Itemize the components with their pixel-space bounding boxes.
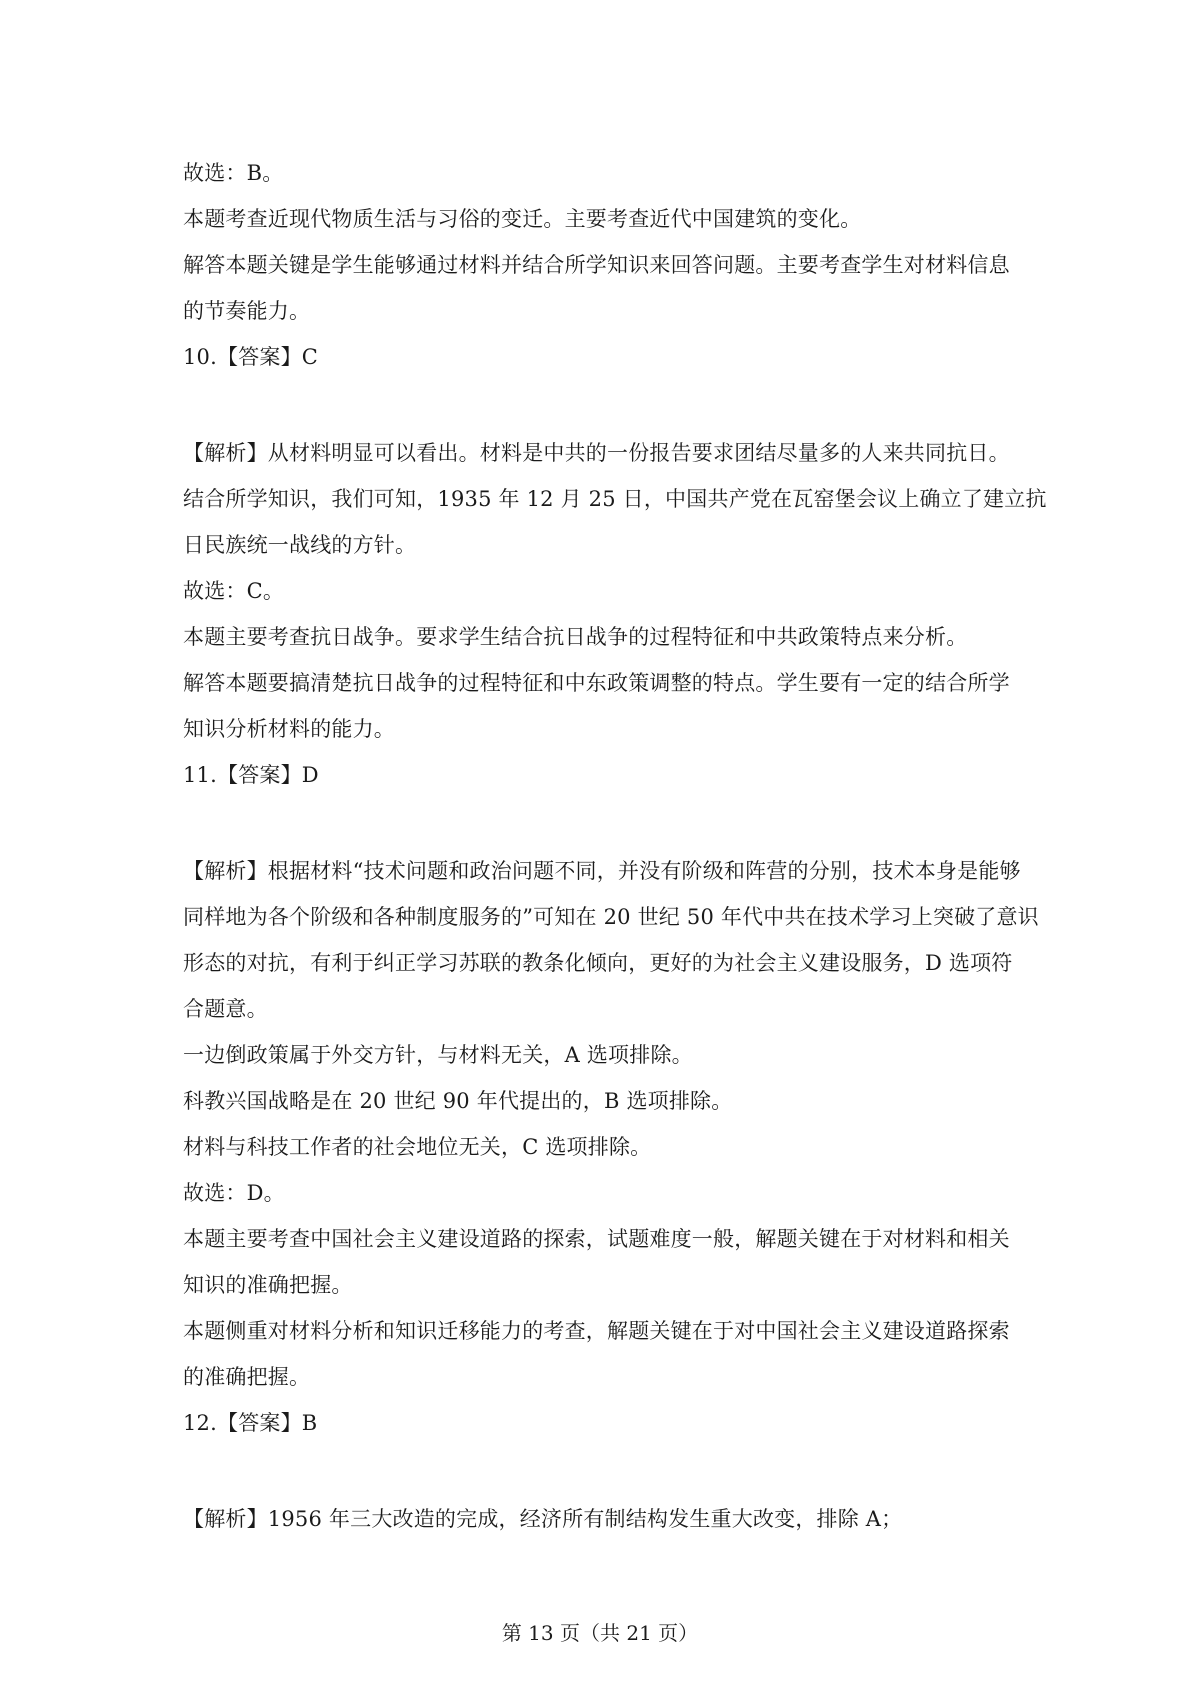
analysis-line: 【解析】从材料明显可以看出。材料是中共的一份报告要求团结尽量多的人来共同抗日。 <box>183 441 1010 465</box>
analysis-line: 一边倒政策属于外交方针，与材料无关，A 选项排除。 <box>183 1043 693 1067</box>
question-answer-heading: 11.【答案】D <box>183 763 319 787</box>
analysis-line: 【解析】根据材料“技术问题和政治问题不同，并没有阶级和阵营的分别，技术本身是能够 <box>183 859 1021 883</box>
question-answer-heading: 10.【答案】C <box>183 345 319 369</box>
analysis-line: 同样地为各个阶级和各种制度服务的”可知在 20 世纪 50 年代中共在技术学习上突破了意识 <box>183 905 1039 929</box>
analysis-line: 解答本题要搞清楚抗日战争的过程特征和中东政策调整的特点。学生要有一定的结合所学 <box>183 671 1010 695</box>
answer-choice-line: 故选：D。 <box>183 1181 285 1205</box>
analysis-line: 解答本题关键是学生能够通过材料并结合所学知识来回答问题。主要考查学生对材料信息 <box>183 253 1010 277</box>
analysis-line: 形态的对抗，有利于纠正学习苏联的教条化倾向，更好的为社会主义建设服务，D 选项符 <box>183 951 1013 975</box>
analysis-line: 本题主要考查中国社会主义建设道路的探索，试题难度一般，解题关键在于对材料和相关 <box>183 1227 1010 1251</box>
analysis-line: 日民族统一战线的方针。 <box>183 533 417 557</box>
analysis-line: 结合所学知识，我们可知，1935 年 12 月 25 日，中国共产党在瓦窑堡会议上确立了建立抗 <box>183 487 1047 511</box>
analysis-line: 材料与科技工作者的社会地位无关，C 选项排除。 <box>183 1135 652 1159</box>
analysis-line: 知识分析材料的能力。 <box>183 717 395 741</box>
answer-choice-line: 故选：B。 <box>183 161 284 185</box>
page-number: 第 13 页（共 21 页） <box>501 1621 699 1645</box>
analysis-line: 知识的准确把握。 <box>183 1273 353 1297</box>
answer-choice-line: 故选：C。 <box>183 579 285 603</box>
analysis-line: 本题侧重对材料分析和知识迁移能力的考查，解题关键在于对中国社会主义建设道路探索 <box>183 1319 1010 1343</box>
analysis-line: 科教兴国战略是在 20 世纪 90 年代提出的，B 选项排除。 <box>183 1089 733 1113</box>
analysis-line: 本题考查近现代物质生活与习俗的变迁。主要考查近代中国建筑的变化。 <box>183 207 862 231</box>
analysis-line: 【解析】1956 年三大改造的完成，经济所有制结构发生重大改变，排除 A； <box>183 1507 903 1531</box>
analysis-line: 合题意。 <box>183 997 268 1021</box>
analysis-line: 的节奏能力。 <box>183 299 311 323</box>
question-answer-heading: 12.【答案】B <box>183 1411 318 1435</box>
analysis-line: 的准确把握。 <box>183 1365 311 1389</box>
analysis-line: 本题主要考查抗日战争。要求学生结合抗日战争的过程特征和中共政策特点来分析。 <box>183 625 968 649</box>
